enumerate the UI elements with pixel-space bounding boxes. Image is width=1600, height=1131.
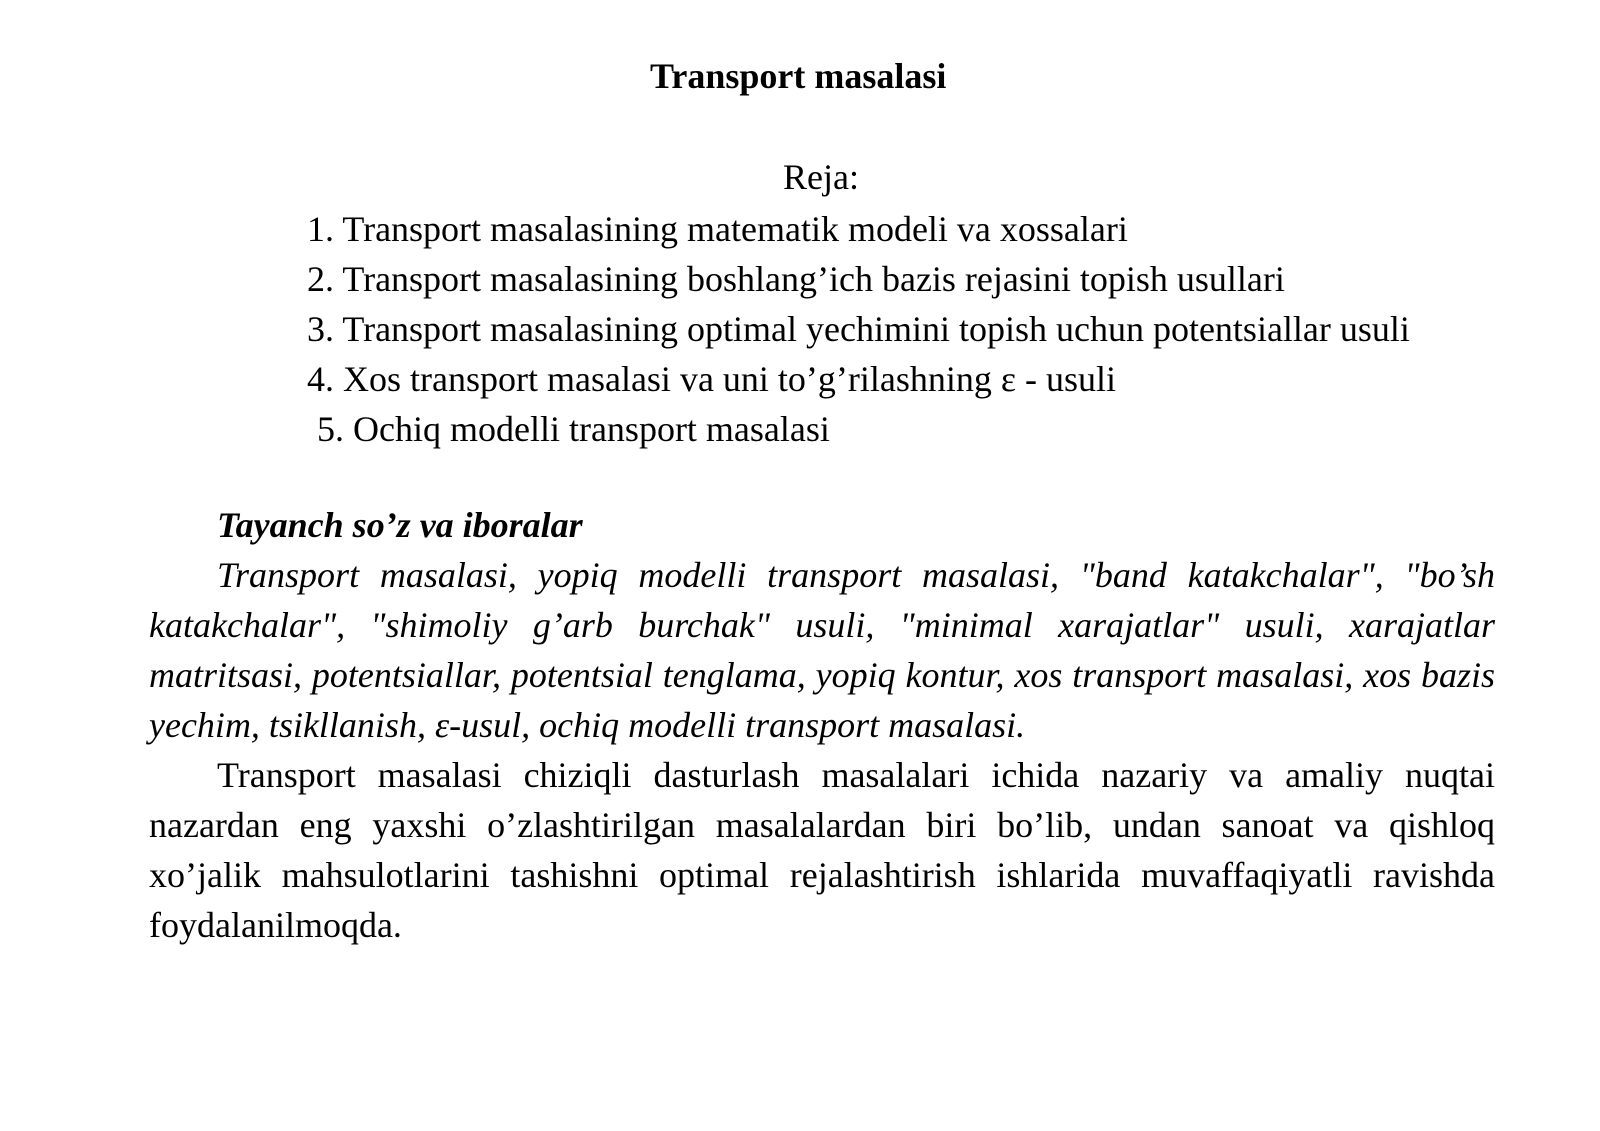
document-title: Transport masalasi bbox=[650, 56, 947, 96]
plan-item-2: 2. Transport masalasining boshlang’ich bazis rejasini topish usullari bbox=[307, 259, 1285, 299]
plan-item-5: 5. Ochiq modelli transport masalasi bbox=[317, 409, 830, 449]
plan-heading: Reja: bbox=[783, 157, 859, 197]
plan-item-3: 3. Transport masalasining optimal yechimini topish uchun potentsiallar usuli bbox=[307, 309, 1410, 349]
plan-item-1: 1. Transport masalasining matematik modeli va xossalari bbox=[307, 209, 1128, 249]
keywords-heading: Tayanch so’z va iboralar bbox=[217, 505, 583, 545]
plan-item-4: 4. Xos transport masalasi va uni to’g’rilashning ε - usuli bbox=[307, 359, 1116, 399]
document-body bbox=[149, 500, 1495, 950]
intro-paragraph: Transport masalasi chiziqli dasturlash masalalari ichida nazariy va amaliy nuqtai nazardan eng yaxshi o’zlashtirilgan masalalardan biri bo’lib, undan sanoat va qishloq xo’jalik mahsulotlarini tashishni optimal rejalashtirish ishlarida muvaffaqiyatli ravishda foydalanilmoqda. bbox=[149, 755, 1495, 945]
keywords-text: Transport masalasi, yopiq modelli transport masalasi, "band katakchalar", "bo’sh katakchalar", "shimoliy g’arb burchak" usuli, "minimal xarajatlar" usuli, xarajatlar matritsasi, potentsiallar, potentsial tenglama, yopiq kontur, xos transport masalasi, xos bazis yechim, tsikllanish, ε-usul, ochiq modelli transport masalasi. bbox=[149, 555, 1495, 745]
plan-list bbox=[307, 204, 1410, 454]
